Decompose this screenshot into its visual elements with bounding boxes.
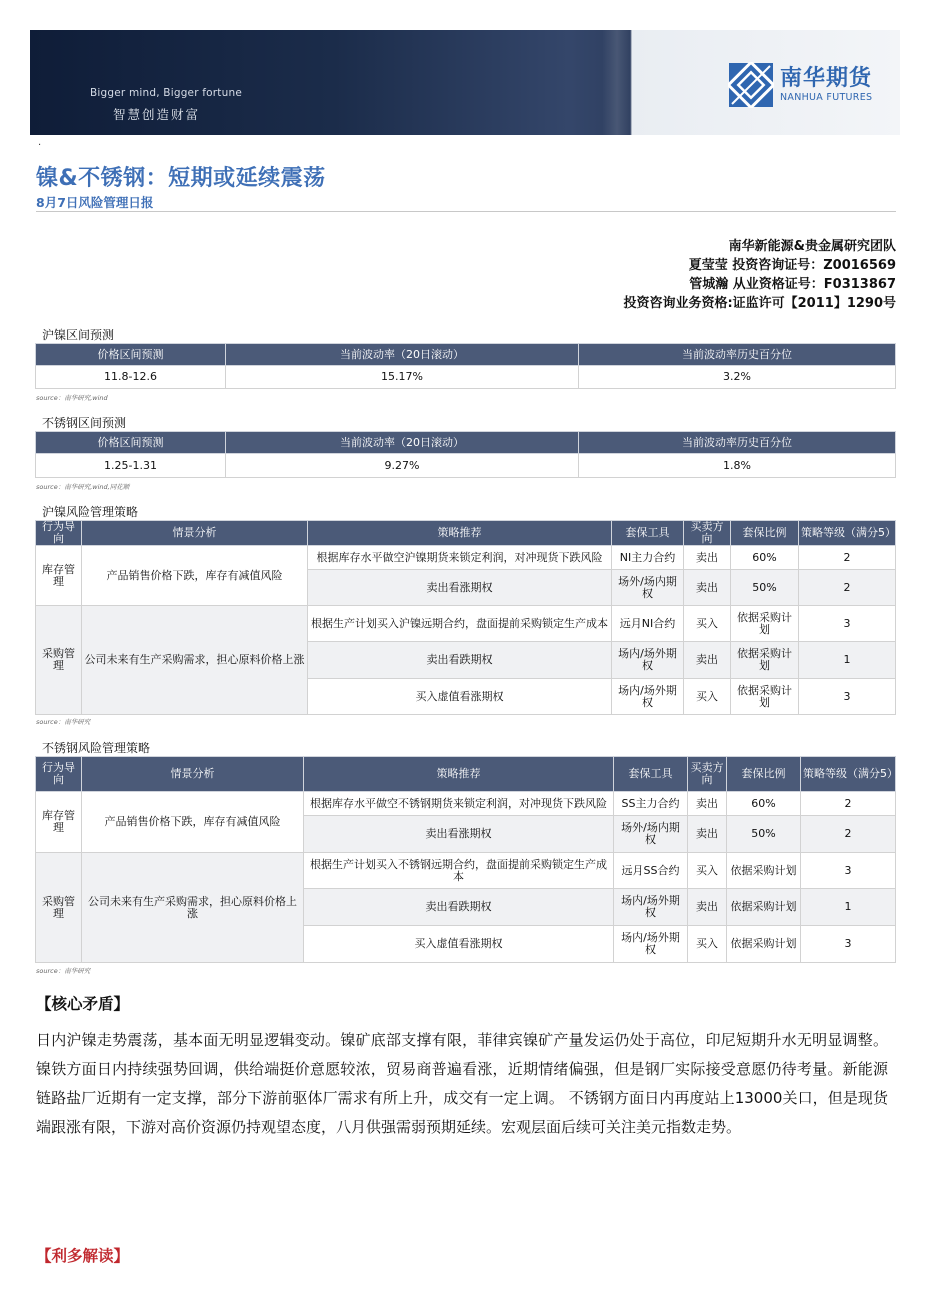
table-row	[36, 792, 896, 816]
level-cell: 2	[801, 792, 896, 816]
table-header: 当前波动率（20日滚动）	[226, 432, 579, 454]
ss-range-table	[35, 431, 896, 478]
header-banner	[30, 30, 900, 135]
tool-cell: 场外/场内期权	[614, 816, 688, 853]
table-header: 当前波动率历史百分位	[579, 344, 896, 366]
scenario-cell: 产品销售价格下跌，库存有减值风险	[82, 792, 304, 853]
table-header: 行为导向	[36, 521, 82, 546]
side-cell: 卖出	[688, 816, 727, 853]
tool-cell: SS主力合约	[614, 792, 688, 816]
logo-chinese-name: 南华期货	[780, 66, 873, 91]
license-info: 投资咨询业务资格:证监许可【2011】1290号	[623, 296, 896, 311]
level-cell: 3	[799, 679, 896, 715]
table-header: 策略推荐	[304, 757, 614, 792]
strategy-cell: 卖出看跌期权	[308, 642, 612, 679]
level-cell: 3	[801, 853, 896, 889]
table-header: 套保工具	[612, 521, 684, 546]
volatility: 15.17%	[226, 366, 579, 389]
level-cell: 2	[799, 570, 896, 606]
logo-english-name: NANHUA FUTURES	[780, 92, 873, 103]
banner-stripe	[602, 30, 632, 135]
core-contradiction-text: 日内沪镍走势震荡，基本面无明显逻辑变动。镍矿底部支撑有限，菲律宾镍矿产量发运仍处于高位，印尼短期升水无明显调整。镍铁方面日内持续强势回调，供给端挺价意愿较浓，贸易商普遍看涨，近期情绪偏强，但是钢厂实际接受意愿仍待考量。新能源链路盐厂近期有一定支撑，部分下游前驱体厂需求有所上升，成交有一定上调。 不锈钢方面日内再度站上13000关口，但是现货端跟涨有限，下游对高价资源仍持观望态度，八月供强需弱预期延续。宏观层面后续可关注美元指数走势。	[36, 1031, 888, 1136]
research-team: 南华新能源&贵金属研究团队	[728, 239, 896, 254]
tool-cell: NI主力合约	[612, 546, 684, 570]
table-header: 买卖方向	[688, 757, 727, 792]
slogan-english: Bigger mind, Bigger fortune	[90, 87, 242, 99]
table-row	[36, 853, 896, 889]
table-header: 买卖方向	[684, 521, 731, 546]
ss-strategy-table	[35, 756, 896, 963]
table-header: 价格区间预测	[36, 432, 226, 454]
analyst-2: 管城瀚 从业资格证号：F0313867	[689, 277, 896, 292]
direction-cell: 采购管理	[36, 606, 82, 715]
ni-range-table	[35, 343, 896, 389]
tool-cell: 场内/场外期权	[612, 642, 684, 679]
ratio-cell: 依据采购计划	[727, 853, 801, 889]
table-header: 当前波动率历史百分位	[579, 432, 896, 454]
strategy-cell: 买入虚值看涨期权	[304, 926, 614, 963]
volatility-percentile: 3.2%	[579, 366, 896, 389]
volatility-percentile: 1.8%	[579, 454, 896, 478]
nanhua-logo-icon	[728, 62, 774, 108]
level-cell: 1	[801, 889, 896, 926]
tool-cell: 远月NI合约	[612, 606, 684, 642]
ratio-cell: 60%	[731, 546, 799, 570]
price-range: 11.8-12.6	[36, 366, 226, 389]
table-header: 策略推荐	[308, 521, 612, 546]
strategy-cell: 卖出看跌期权	[304, 889, 614, 926]
ratio-cell: 60%	[727, 792, 801, 816]
bullish-interpretation-heading: 【利多解读】	[36, 1247, 130, 1265]
ni-strategy-table	[35, 520, 896, 715]
table-header: 行为导向	[36, 757, 82, 792]
direction-cell: 库存管理	[36, 792, 82, 853]
strategy-cell: 根据库存水平做空不锈钢期货来锁定利润，对冲现货下跌风险	[304, 792, 614, 816]
table-header: 当前波动率（20日滚动）	[226, 344, 579, 366]
side-cell: 买入	[684, 679, 731, 715]
scenario-cell: 产品销售价格下跌，库存有减值风险	[82, 546, 308, 606]
table-header: 策略等级（满分5）	[799, 521, 896, 546]
level-cell: 3	[799, 606, 896, 642]
slogan-chinese: 智慧创造财富	[113, 107, 201, 122]
strategy-cell: 根据生产计划买入沪镍远期合约，盘面提前采购锁定生产成本	[308, 606, 612, 642]
strategy-cell: 卖出看涨期权	[308, 570, 612, 606]
core-contradiction-heading: 【核心矛盾】	[36, 995, 130, 1013]
level-cell: 2	[801, 816, 896, 853]
ratio-cell: 50%	[727, 816, 801, 853]
ratio-cell: 依据采购计划	[727, 889, 801, 926]
ni-range-source: source：南华研究,wind	[36, 394, 108, 402]
tool-cell: 场内/场外期权	[614, 889, 688, 926]
side-cell: 卖出	[684, 546, 731, 570]
strategy-cell: 根据库存水平做空沪镍期货来锁定利润，对冲现货下跌风险	[308, 546, 612, 570]
table-header: 套保工具	[614, 757, 688, 792]
ni-strategy-heading: 沪镍风险管理策略	[42, 505, 139, 519]
ss-strategy-heading: 不锈钢风险管理策略	[42, 741, 151, 755]
price-range: 1.25-1.31	[36, 454, 226, 478]
ratio-cell: 依据采购计划	[727, 926, 801, 963]
table-header: 策略等级（满分5）	[801, 757, 896, 792]
side-cell: 卖出	[688, 792, 727, 816]
table-row	[36, 366, 896, 389]
scenario-cell: 公司未来有生产采购需求，担心原料价格上涨	[82, 606, 308, 715]
tool-cell: 场内/场外期权	[612, 679, 684, 715]
analyst-1: 夏莹莹 投资咨询证号：Z0016569	[688, 258, 896, 273]
table-header: 套保比例	[727, 757, 801, 792]
table-header: 情景分析	[82, 521, 308, 546]
tool-cell: 远月SS合约	[614, 853, 688, 889]
tool-cell: 场外/场内期权	[612, 570, 684, 606]
side-cell: 买入	[688, 926, 727, 963]
volatility: 9.27%	[226, 454, 579, 478]
title-divider	[36, 211, 896, 212]
direction-cell: 库存管理	[36, 546, 82, 606]
side-cell: 卖出	[684, 570, 731, 606]
level-cell: 2	[799, 546, 896, 570]
table-header: 套保比例	[731, 521, 799, 546]
side-cell: 卖出	[688, 889, 727, 926]
ratio-cell: 依据采购计划	[731, 679, 799, 715]
strategy-cell: 买入虚值看涨期权	[308, 679, 612, 715]
ratio-cell: 50%	[731, 570, 799, 606]
table-row	[36, 454, 896, 478]
table-header: 情景分析	[82, 757, 304, 792]
ratio-cell: 依据采购计划	[731, 606, 799, 642]
ratio-cell: 依据采购计划	[731, 642, 799, 679]
author-block	[623, 237, 896, 313]
table-header: 价格区间预测	[36, 344, 226, 366]
side-cell: 卖出	[684, 642, 731, 679]
tool-cell: 场内/场外期权	[614, 926, 688, 963]
ss-range-heading: 不锈钢区间预测	[42, 416, 127, 430]
level-cell: 1	[799, 642, 896, 679]
strategy-cell: 卖出看涨期权	[304, 816, 614, 853]
strategy-cell: 根据生产计划买入不锈钢远期合约，盘面提前采购锁定生产成本	[304, 853, 614, 889]
ss-strategy-source: source：南华研究	[36, 967, 91, 975]
report-title: 镍&不锈钢：短期或延续震荡	[36, 166, 326, 191]
level-cell: 3	[801, 926, 896, 963]
ni-strategy-source: source：南华研究	[36, 718, 91, 726]
scenario-cell: 公司未来有生产采购需求，担心原料价格上涨	[82, 853, 304, 963]
ss-range-source: source：南华研究,wind,同花顺	[36, 483, 130, 491]
ni-range-heading: 沪镍区间预测	[42, 328, 115, 342]
direction-cell: 采购管理	[36, 853, 82, 963]
bullet-marker: ·	[38, 140, 42, 151]
side-cell: 买入	[684, 606, 731, 642]
report-subtitle: 8月7日风险管理日报	[36, 195, 154, 210]
table-row	[36, 546, 896, 570]
table-row	[36, 606, 896, 642]
company-logo	[728, 62, 872, 108]
side-cell: 买入	[688, 853, 727, 889]
